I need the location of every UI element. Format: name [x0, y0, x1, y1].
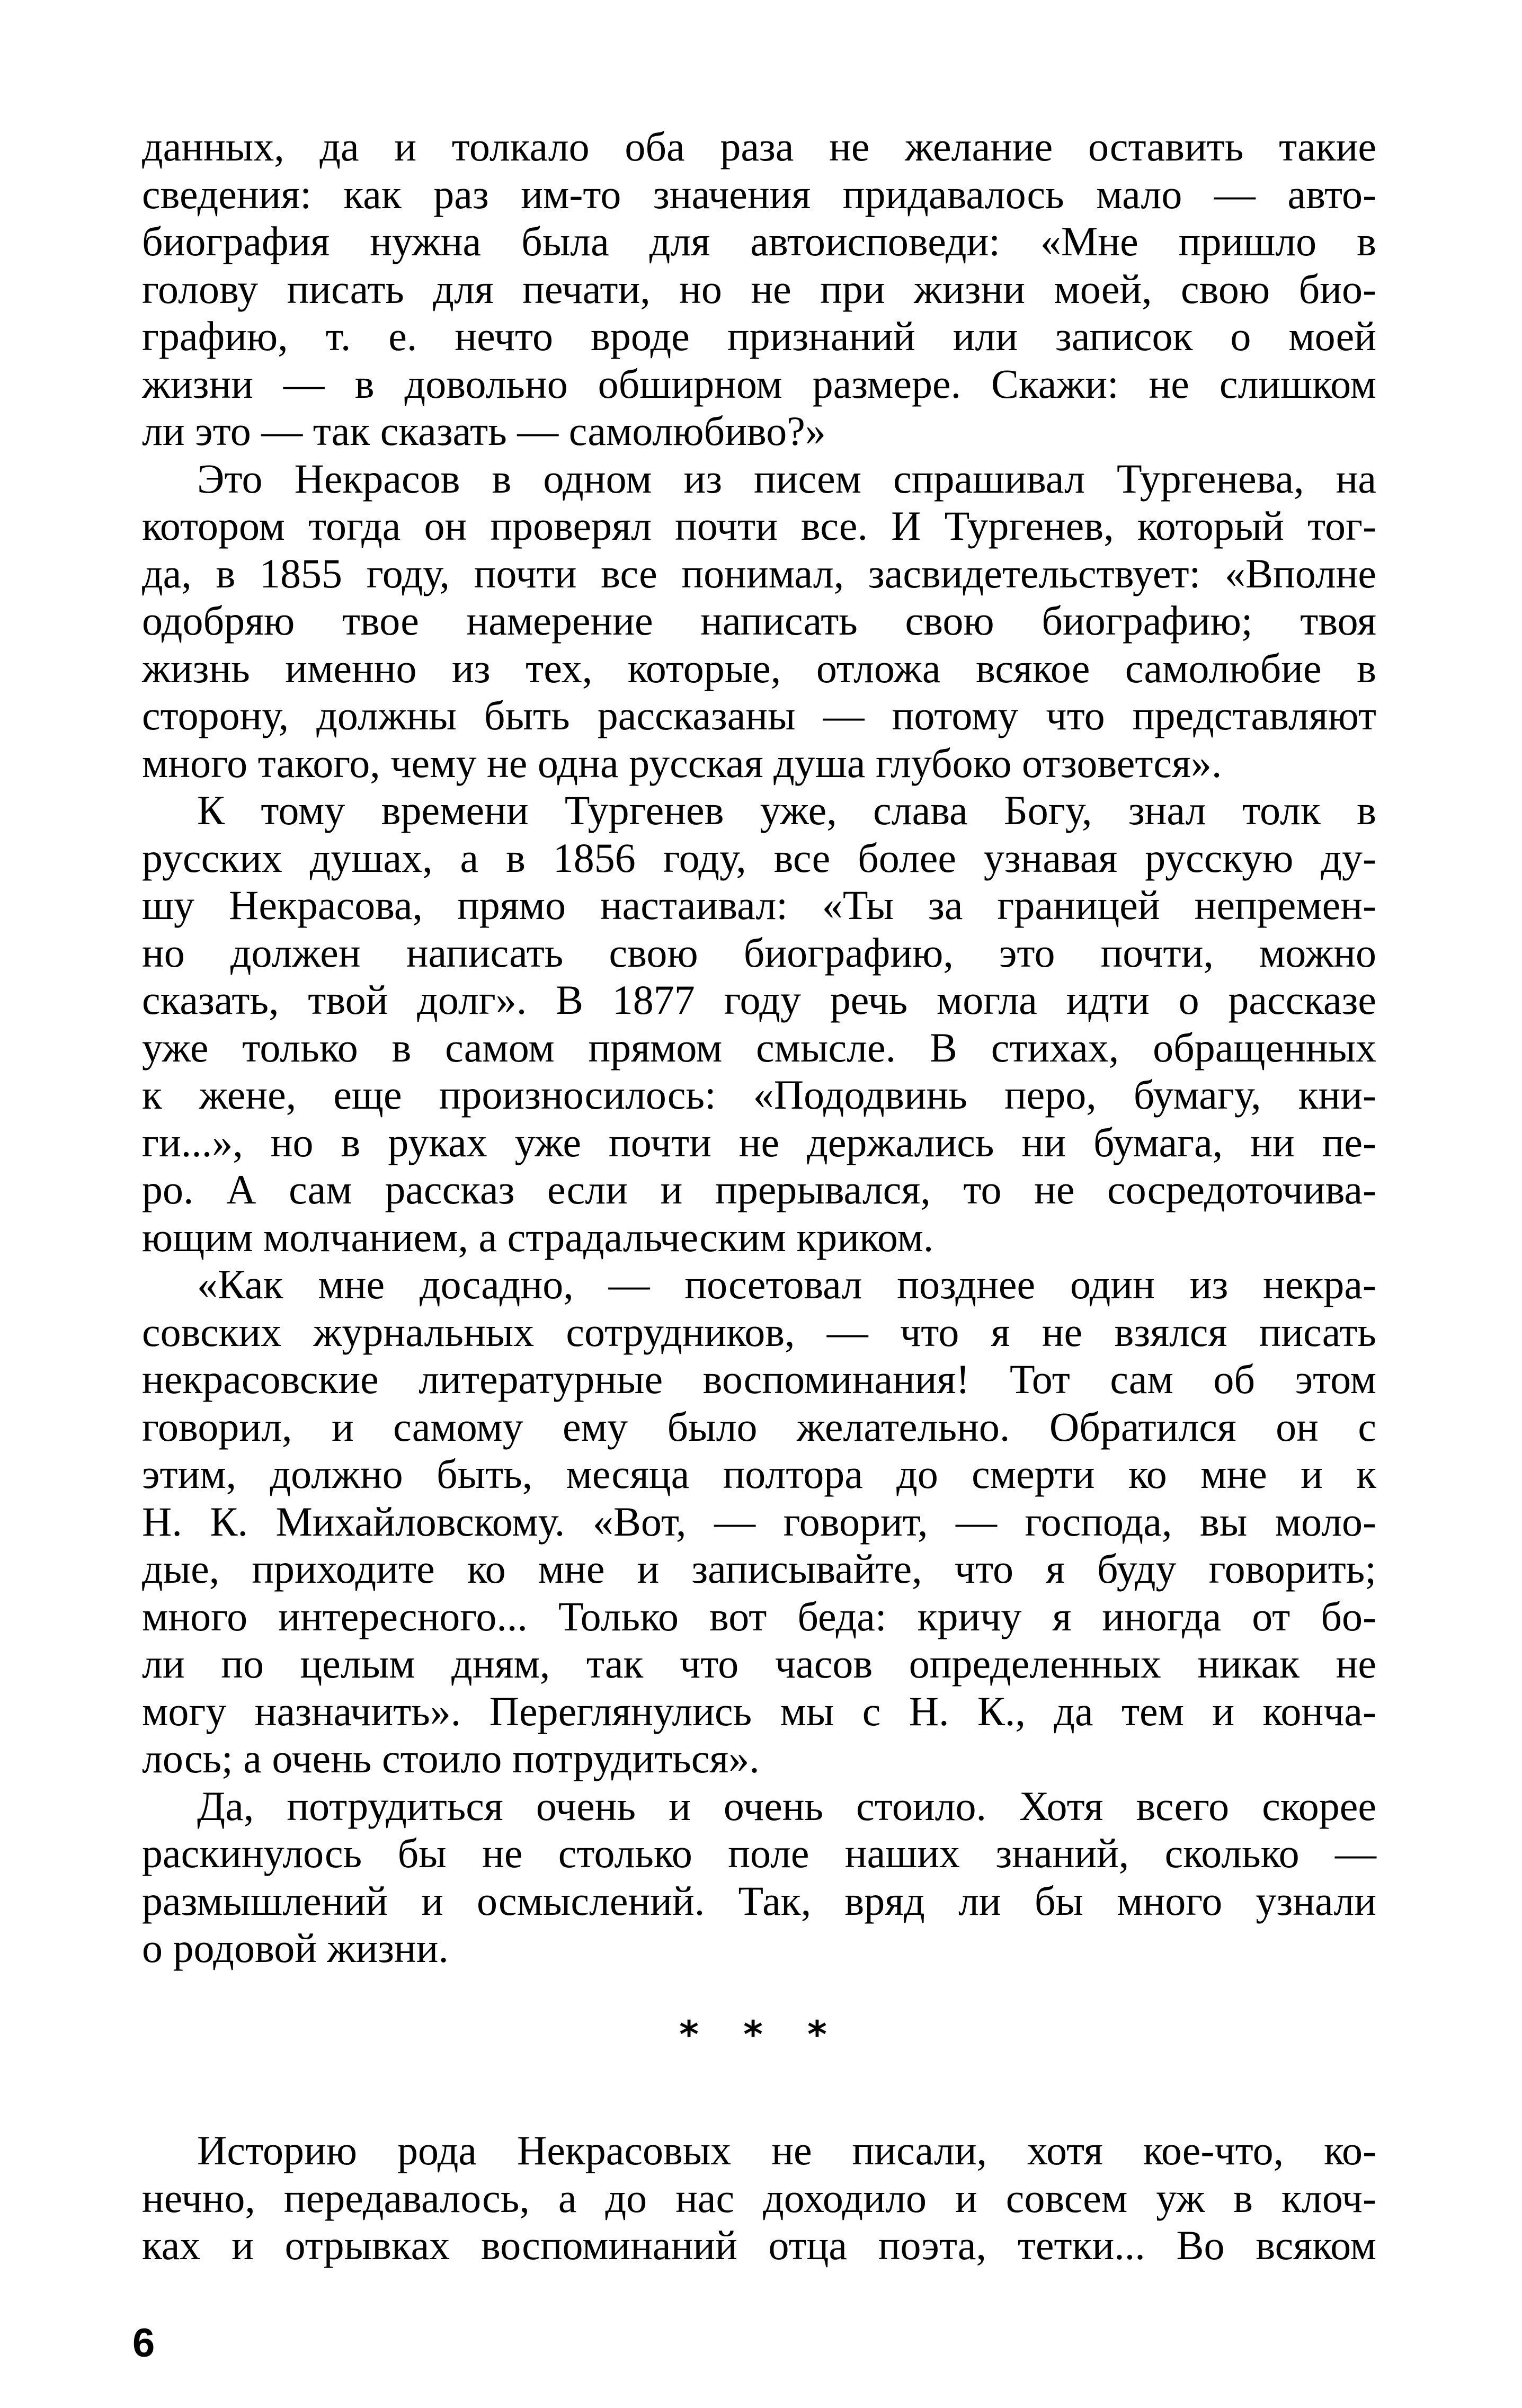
text-line: Н. К. Михайловскому. «Вот, — говорит, — господа, вы моло-: [142, 1498, 1376, 1545]
text-line: сторону, должны быть рассказаны — потому что представляют: [142, 692, 1376, 738]
text-line: жизнь именно из тех, которые, отложа всякое самолюбие в: [142, 645, 1376, 691]
text-line: русских душах, а в 1856 году, все более узнавая русскую ду-: [142, 834, 1376, 881]
text-line: много такого, чему не одна русская душа глубоко отзовется».: [142, 739, 1222, 786]
text-line: биография нужна была для автоисповеди: «Мне пришло в: [142, 218, 1376, 264]
text-line: говорил, и самому ему было желательно. Обратился он с: [142, 1403, 1376, 1450]
text-line: Историю рода Некрасовых не писали, хотя кое-что, ко-: [197, 2127, 1376, 2173]
text-line: уже только в самом прямом смысле. В стихах, обращенных: [142, 1024, 1376, 1071]
page-number: 6: [132, 2321, 155, 2366]
next-section-text: [142, 2127, 1376, 2269]
text-line: ли по целым дням, так что часов определенных никак не: [142, 1640, 1376, 1687]
text-line: ющим молчанием, а страдальческим криком.: [142, 1214, 934, 1260]
text-line: Да, потрудиться очень и очень стоило. Хотя всего скорее: [197, 1782, 1376, 1829]
text-line: ках и отрывках воспоминаний отца поэта, тетки... Во всяком: [142, 2222, 1376, 2268]
text-line: ги...», но в руках уже почти не держались ни бумага, ни пе-: [142, 1119, 1376, 1165]
text-line: раскинулось бы не столько поле наших знаний, сколько —: [142, 1830, 1376, 1876]
text-line: сказать, твой долг». В 1877 году речь могла идти о рассказе: [142, 977, 1376, 1023]
text-line: «Как мне досадно, — посетовал позднее один из некра-: [197, 1261, 1376, 1307]
text-line: этим, должно быть, месяца полтора до смерти ко мне и к: [142, 1451, 1376, 1497]
text-line: графию, т. е. нечто вроде признаний или записок о моей: [142, 313, 1376, 359]
text-line: лось; а очень стоило потрудиться».: [142, 1735, 760, 1781]
text-line: нечно, передавалось, а до нас доходило и совсем уж в клоч-: [142, 2174, 1376, 2221]
text-line: совских журнальных сотрудников, — что я не взялся писать: [142, 1308, 1376, 1355]
text-line: Это Некрасов в одном из писем спрашивал Тургенева, на: [197, 455, 1376, 502]
text-line: размышлений и осмыслений. Так, вряд ли бы много узнали: [142, 1877, 1376, 1924]
text-line: шу Некрасова, прямо настаивал: «Ты за границей непремен-: [142, 882, 1376, 928]
text-line: дые, приходите ко мне и записывайте, что я буду говорить;: [142, 1546, 1376, 1592]
text-line: много интересного... Только вот беда: кричу я иногда от бо-: [142, 1593, 1376, 1639]
text-line: к жене, еще произносилось: «Пододвинь перо, бумагу, кни-: [142, 1072, 1376, 1118]
text-line: котором тогда он проверял почти все. И Тургенев, который тог-: [142, 503, 1376, 549]
text-line: сведения: как раз им-то значения придавалось мало — авто-: [142, 171, 1376, 217]
text-line: некрасовские литературные воспоминания! Тот сам об этом: [142, 1356, 1376, 1402]
text-line: могу назначить». Переглянулись мы с Н. К., да тем и конча-: [142, 1688, 1376, 1734]
main-text: [142, 123, 1376, 1972]
text-line: жизни — в довольно обширном размере. Скажи: не слишком: [142, 360, 1376, 407]
text-line: но должен написать свою биографию, это почти, можно: [142, 929, 1376, 976]
text-line: ли это — так сказать — самолюбиво?»: [142, 408, 826, 454]
text-line: ро. А сам рассказ если и прерывался, то не сосредоточива-: [142, 1166, 1376, 1212]
text-line: о родовой жизни.: [142, 1925, 449, 1971]
section-separator: * * *: [679, 2013, 843, 2056]
text-line: К тому времени Тургенев уже, слава Богу, знал толк в: [197, 787, 1376, 833]
text-line: одобряю твое намерение написать свою биографию; твоя: [142, 597, 1376, 644]
text-line: да, в 1855 году, почти все понимал, засвидетельствует: «Вполне: [142, 550, 1376, 596]
text-line: голову писать для печати, но не при жизни моей, свою био-: [142, 265, 1376, 312]
text-line: данных, да и толкало оба раза не желание оставить такие: [142, 123, 1376, 170]
